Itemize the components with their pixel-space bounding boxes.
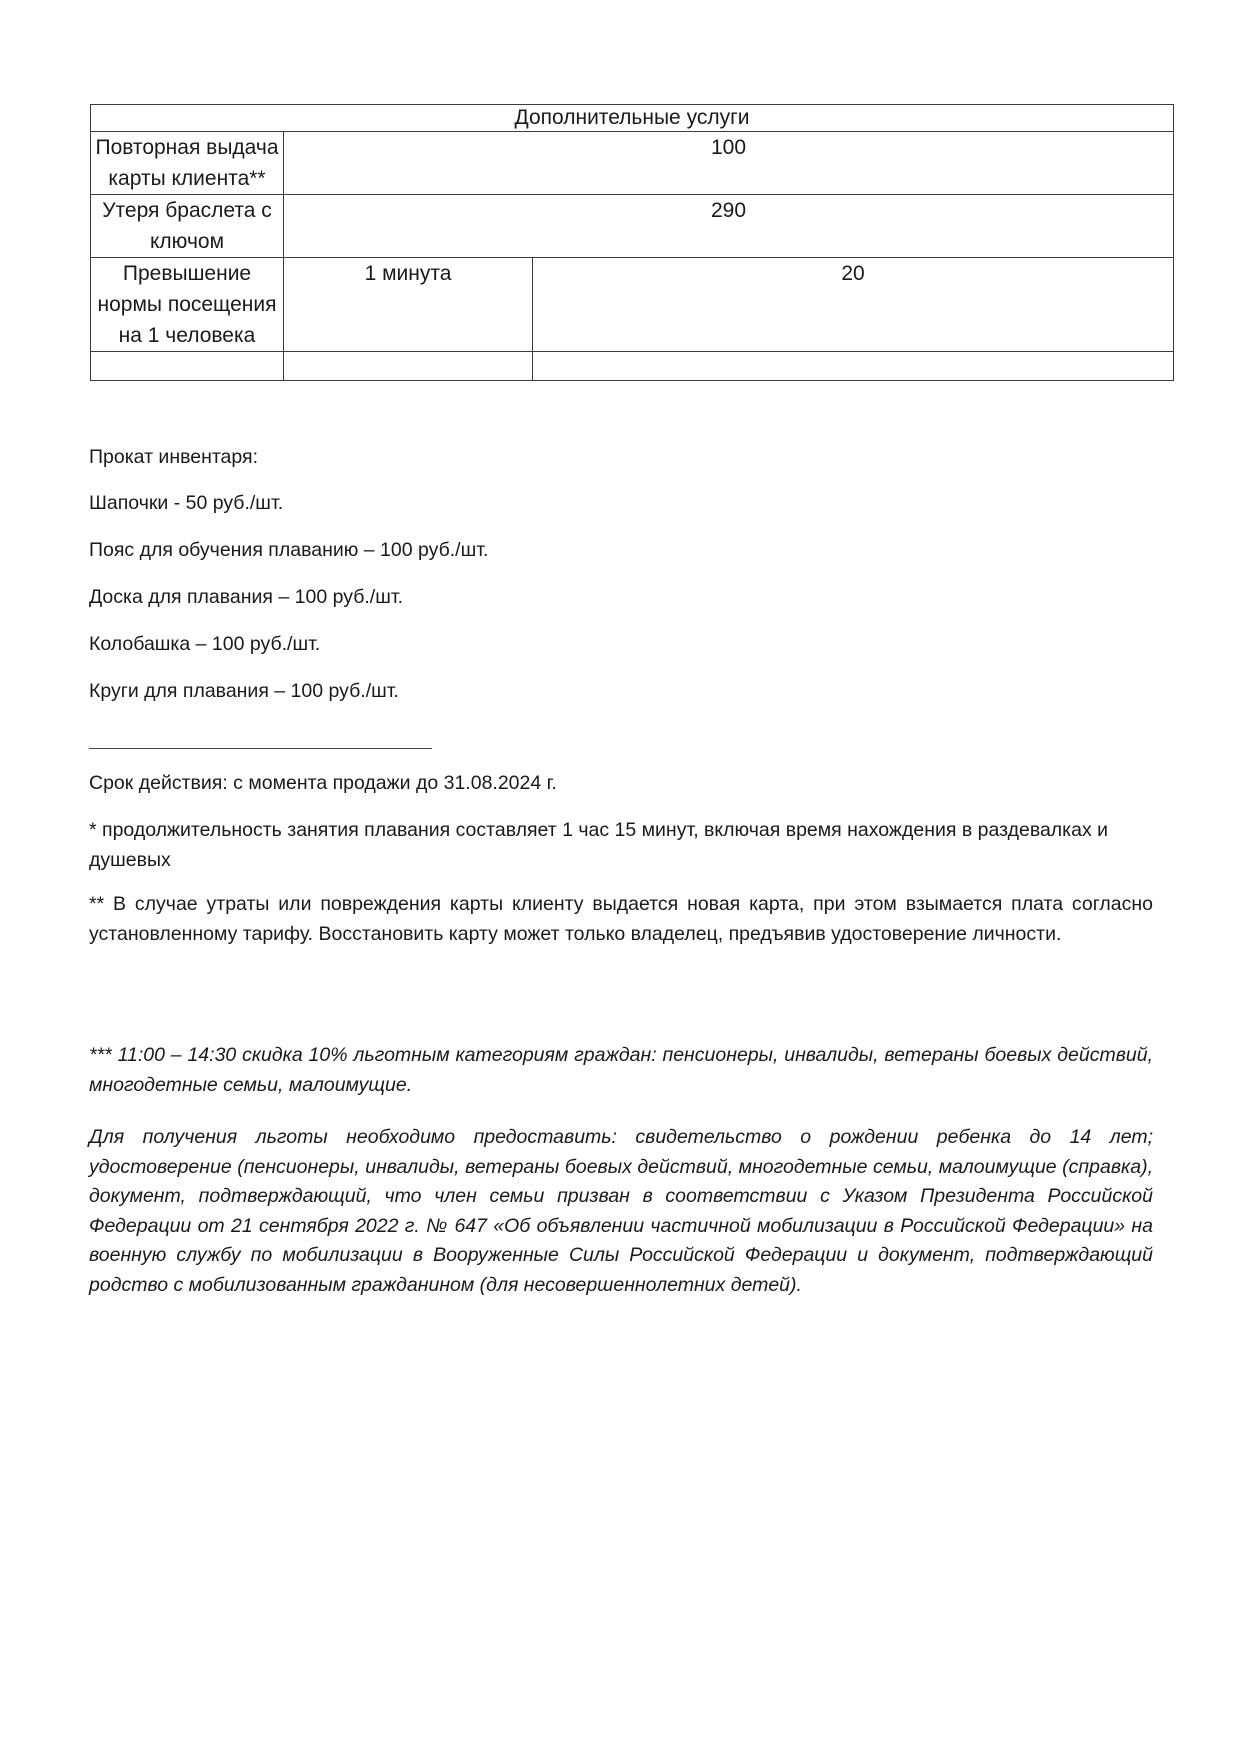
service-name: Утеря браслета с ключом (91, 195, 284, 258)
note-discount: *** 11:00 – 14:30 скидка 10% льготным категориям граждан: пенсионеры, инвалиды, ветераны боевых действий, многодетные семьи, малоимущие. (89, 1044, 1153, 1096)
rental-item: Круги для плавания – 100 руб./шт. (89, 680, 399, 702)
validity-text: Срок действия: с момента продажи до 31.08.2024 г. (89, 772, 557, 794)
service-unit: 1 минута (284, 258, 533, 352)
table-row-empty (91, 352, 1174, 381)
service-price: 100 (284, 132, 1174, 195)
table-header-row (91, 105, 1174, 132)
rental-item: Колобашка – 100 руб./шт. (89, 633, 321, 655)
rental-title: Прокат инвентаря: (89, 446, 259, 468)
service-name: Повторная выдача карты клиента** (91, 132, 284, 195)
table-header: Дополнительные услуги (91, 105, 1174, 132)
empty-cell (284, 352, 533, 381)
table-row (91, 258, 1174, 352)
service-name: Превышение нормы посещения на 1 человека (91, 258, 284, 352)
note-benefit-documents: Для получения льготы необходимо предоставить: свидетельство о рождении ребенка до 14 лет; удостоверение (пенсионеры, инвалиды, ветераны боевых действий, многодетные семьи, малоимущие (справка), документ, подтверждающий, что член семьи призван в соответствии с Указом Президента Российской Федерации от 21 сентября 2022 г. № 647 «Об объявлении частичной мобилизации в Российской Федерации» на военную службу по мобилизации в Вооруженные Силы Российской Федерации и документ, подтверждающий родство с мобилизованным гражданином (для несовершеннолетних детей). (89, 1126, 1153, 1296)
empty-cell (91, 352, 284, 381)
additional-services-table (90, 104, 1174, 381)
table-row (91, 132, 1174, 195)
rental-item: Пояс для обучения плаванию – 100 руб./шт. (89, 539, 489, 561)
divider-line (89, 748, 432, 749)
rental-item: Шапочки - 50 руб./шт. (89, 492, 284, 514)
table-row (91, 195, 1174, 258)
service-price: 20 (533, 258, 1174, 352)
note-card-loss: ** В случае утраты или повреждения карты клиенту выдается новая карта, при этом взымается плата согласно установленному тарифу. Восстановить карту может только владелец, предъявив удостоверение личности. (89, 893, 1153, 945)
service-price: 290 (284, 195, 1174, 258)
empty-cell (533, 352, 1174, 381)
rental-item: Доска для плавания – 100 руб./шт. (89, 586, 404, 608)
note-duration: * продолжительность занятия плавания составляет 1 час 15 минут, включая время нахождения в раздевалках и душевых (89, 819, 1109, 871)
